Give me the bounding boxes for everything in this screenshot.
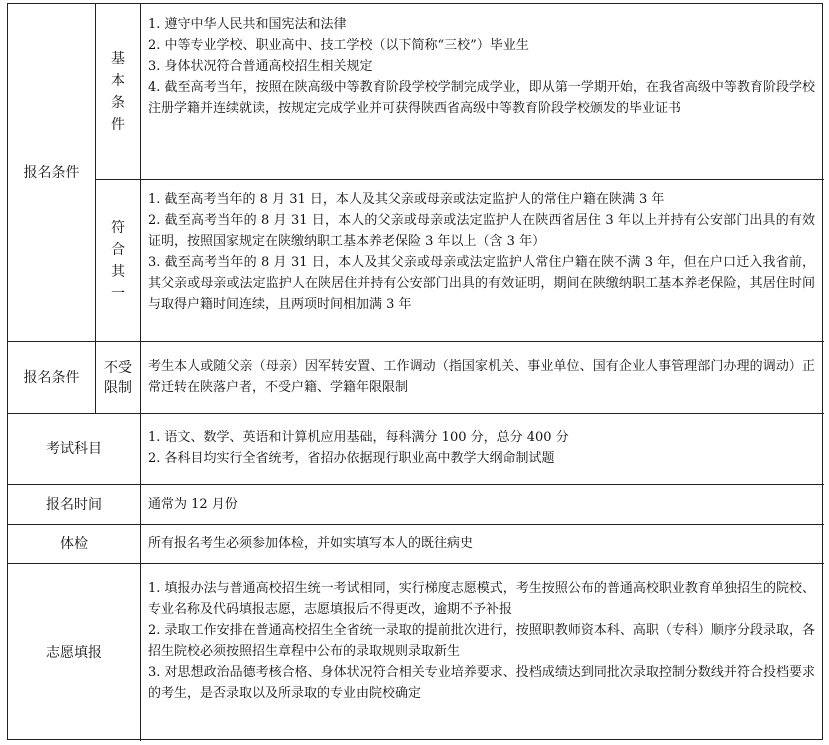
row-label-kemu: 考试科目 bbox=[46, 441, 102, 457]
rule-col2-top bbox=[140, 4, 141, 341]
sublabel-jiben bbox=[96, 4, 140, 179]
list-item: 3. 对思想政治品德考核合格、身体状况符合相关专业培养要求、投档成绩达到同批次录取控制分数线并符合投档要求的考生，是否录取以及所录取的专业由院校确定 bbox=[148, 665, 815, 701]
content-jiben bbox=[148, 14, 815, 119]
list-item: 2. 各科目均实行全省统考，省招办依据现行职业高中教学大纲命制试题 bbox=[148, 451, 555, 466]
char: 件 bbox=[111, 116, 125, 133]
char: 符 bbox=[111, 219, 125, 236]
char: 条 bbox=[111, 94, 125, 111]
content-buxian bbox=[148, 356, 815, 398]
sublabel-line: 不受 bbox=[104, 359, 132, 376]
list-item: 2. 截至高考当年的 8 月 31 日，本人的父亲或母亲或法定监护人在陕西省居住 3 年以上并持有公安部门出具的有效证明，按照国家规定在陕缴纳职工基本养老保险 3 年以上（含 3 年） bbox=[148, 213, 815, 249]
list-item: 1. 遵守中华人民共和国宪法和法律 bbox=[148, 17, 347, 32]
list-item: 1. 填报办法与普通高校招生统一考试相同，实行梯度志愿模式，考生按照公布的普通高校职业教育单独招生的院校、专业名称及代码填报志愿，志愿填报后不得更改，逾期不予补报 bbox=[148, 581, 815, 617]
cell-text: 考生本人或随父亲（母亲）因军转安置、工作调动（指国家机关、事业单位、国有企业人事管理部门办理的调动）正常迁转在陕落户者，不受户籍、学籍年限限制 bbox=[148, 359, 815, 395]
char: 基 bbox=[111, 50, 125, 67]
content-tijian bbox=[148, 533, 815, 554]
list-item: 1. 截至高考当年的 8 月 31 日，本人及其父亲或母亲或法定监护人的常住户籍在陕满 3 年 bbox=[148, 192, 665, 207]
content-zhiyuan bbox=[148, 578, 815, 704]
list-item: 3. 截至高考当年的 8 月 31 日，本人及其父亲或母亲或法定监护人常住户籍在陕不满 3 年，但在户口迁入我省前，其父亲或母亲或法定监护人在陕居住并持有公安部门出具的有效证明，期间在陕缴纳职工基本养老保险，其居住时间与取得户籍时间连续，且两项时间相加满 3 年 bbox=[148, 255, 815, 312]
list-item: 1. 语文、数学、英语和计算机应用基础，每科满分 100 分，总分 400 分 bbox=[148, 430, 569, 445]
rule-col2-bottom bbox=[140, 413, 141, 741]
char: 合 bbox=[111, 241, 125, 258]
rule-jiben-fuhe bbox=[95, 179, 824, 180]
sublabel-fuhe bbox=[96, 180, 140, 341]
char: 其 bbox=[111, 263, 125, 280]
char: 本 bbox=[111, 72, 125, 89]
char: 一 bbox=[111, 285, 125, 302]
list-item: 3. 身体状况符合普通高校招生相关规定 bbox=[148, 59, 373, 74]
admission-table bbox=[7, 3, 823, 740]
content-kemu bbox=[148, 427, 815, 469]
sublabel-line: 限制 bbox=[104, 379, 132, 396]
row-label-zhiyuan: 志愿填报 bbox=[46, 644, 102, 661]
row-label-shijian: 报名时间 bbox=[46, 496, 102, 513]
list-item: 4. 截至高考当年，按照在陕高级中等教育阶段学校学制完成学业，即从第一学期开始，在我省高级中等教育阶段学校注册学籍并连续就读，按规定完成学业并可获得陕西省高级中等教育阶段学校颁发的毕业证书 bbox=[148, 80, 815, 116]
content-shijian bbox=[148, 494, 815, 515]
row-label-baoming: 报名条件 bbox=[23, 164, 80, 181]
row-label-tijian: 体检 bbox=[60, 536, 88, 552]
row-label-buxian: 报名条件 bbox=[23, 369, 80, 386]
cell-text: 所有报名考生必须参加体检，并如实填写本人的既往病史 bbox=[148, 536, 474, 551]
cell-text: 通常为 12 月份 bbox=[148, 497, 238, 512]
sublabel-buxian bbox=[96, 342, 140, 413]
list-item: 2. 录取工作安排在普通高校招生全省统一录取的提前批次进行，按照职教师资本科、高职（专科）顺序分段录取，各招生院校必须按照招生章程中公布的录取规则录取新生 bbox=[148, 623, 815, 659]
list-item: 2. 中等专业学校、职业高中、技工学校（以下简称“三校”）毕业生 bbox=[148, 38, 529, 53]
rule-col2-buxian bbox=[140, 341, 141, 413]
content-fuhe bbox=[148, 189, 815, 315]
